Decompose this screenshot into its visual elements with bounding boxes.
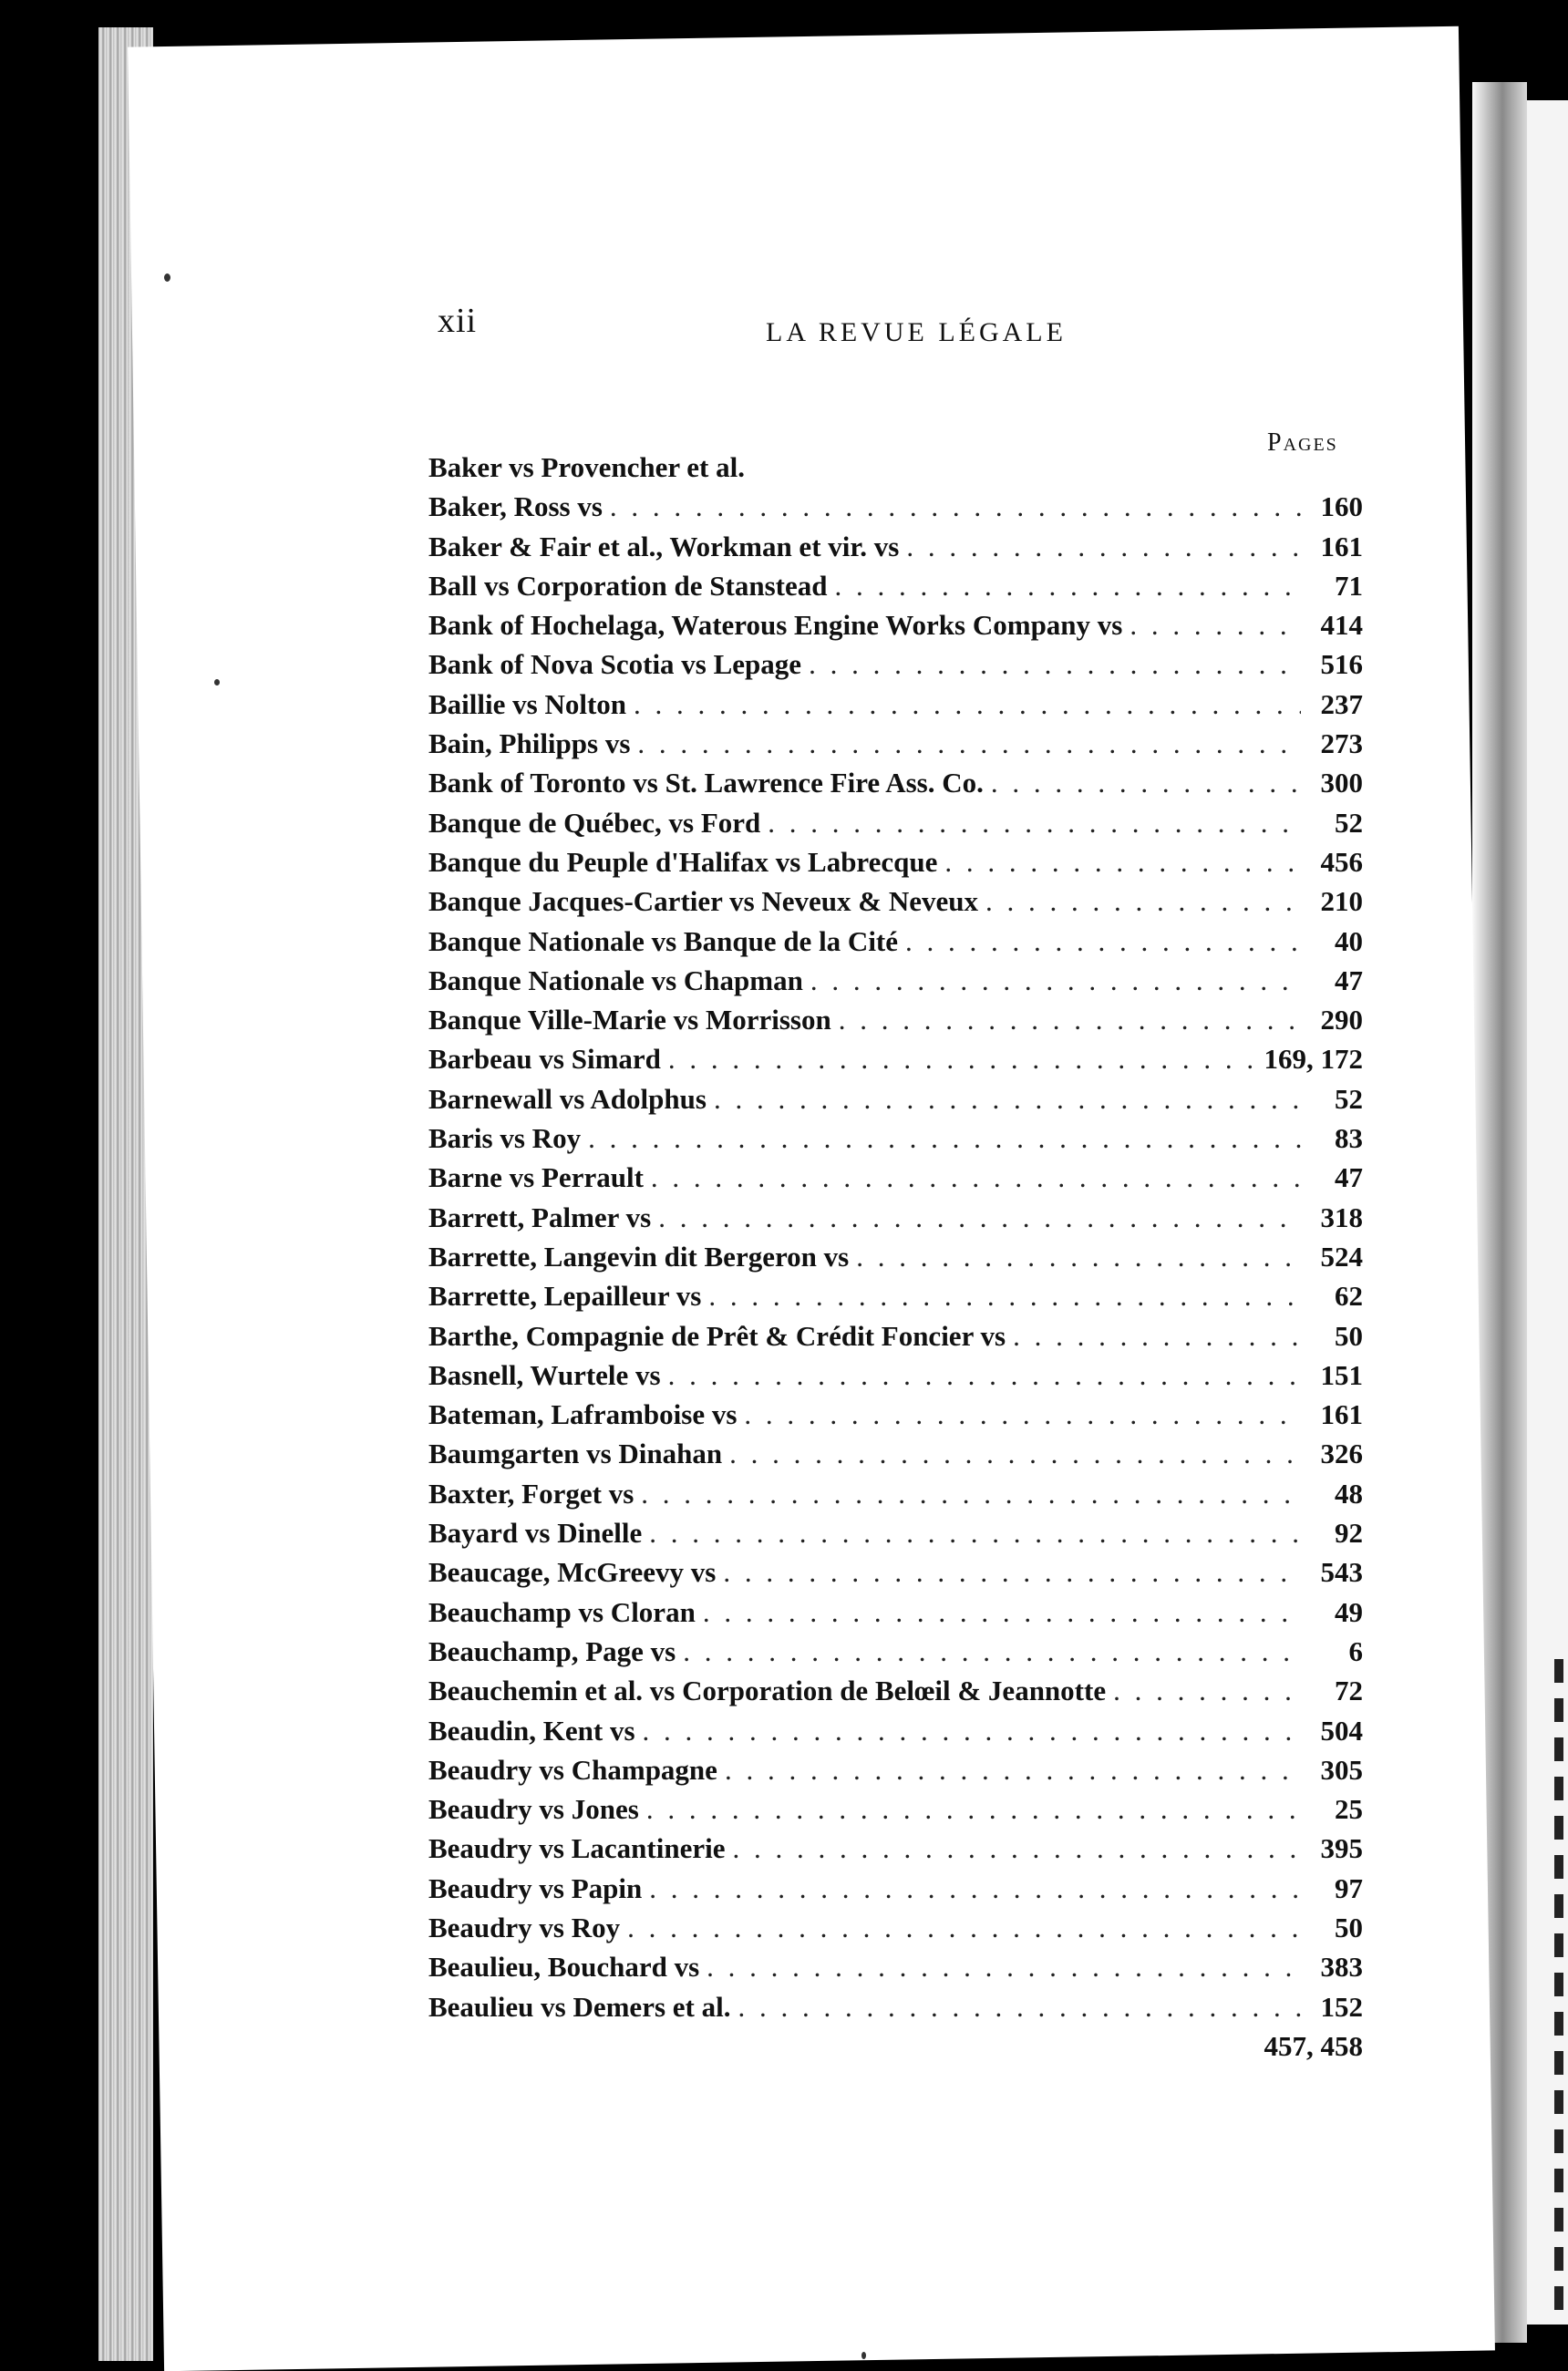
page-reference: 383 — [1320, 1951, 1363, 1984]
dot-leader — [944, 846, 1301, 879]
dust-speck — [164, 273, 170, 282]
dot-leader — [810, 964, 1301, 997]
page-reference: 210 — [1320, 885, 1363, 918]
page-reference: 71 — [1335, 569, 1363, 602]
page-reference: 47 — [1335, 964, 1363, 996]
dot-leader — [649, 1872, 1301, 1905]
index-entry — [428, 1517, 1363, 1556]
case-name: Banque de Québec, vs Ford — [428, 806, 761, 839]
index-entry — [428, 1596, 1363, 1635]
page-reference: 72 — [1335, 1675, 1363, 1707]
index-entry — [428, 1991, 1363, 2030]
dot-leader — [588, 1122, 1301, 1155]
page-reference: 524 — [1320, 1240, 1363, 1273]
dust-speck — [214, 679, 220, 686]
page-reference: 47 — [1335, 1161, 1363, 1194]
case-name: Banque Nationale vs Chapman — [428, 964, 803, 996]
index-entry — [428, 1832, 1363, 1871]
index-entry — [428, 609, 1363, 648]
dot-leader — [1013, 1320, 1301, 1353]
index-entry — [428, 1004, 1363, 1043]
page-reference: 48 — [1335, 1477, 1363, 1510]
case-name: Banque Jacques-Cartier vs Neveux & Neveux — [428, 885, 979, 918]
page-reference: 290 — [1320, 1004, 1363, 1036]
index-entry — [428, 1320, 1363, 1359]
case-name: Banque du Peuple d'Halifax vs Labrecque — [428, 845, 938, 878]
page-reference: 273 — [1320, 727, 1363, 760]
dot-leader — [725, 1754, 1301, 1787]
index-entry — [428, 688, 1363, 727]
case-name: Barthe, Compagnie de Prêt & Crédit Foncier vs — [428, 1319, 1006, 1352]
page-number: xii — [438, 302, 478, 340]
case-name: Beaulieu, Bouchard vs — [428, 1951, 700, 1984]
case-name: Ball vs Corporation de Stanstead — [428, 569, 828, 602]
page-reference: 62 — [1335, 1280, 1363, 1313]
page-reference: 318 — [1320, 1201, 1363, 1233]
index-entry — [428, 925, 1363, 964]
index-entry — [428, 964, 1363, 1004]
index-entry — [428, 490, 1363, 530]
index-entry — [428, 1872, 1363, 1912]
case-name: Beaudry vs Roy — [428, 1911, 621, 1943]
page-reference: 504 — [1320, 1714, 1363, 1747]
index-entry — [428, 531, 1363, 570]
index-entry — [428, 1201, 1363, 1241]
case-name: Beauchemin et al. vs Corporation de Belœil & Jeannotte — [428, 1675, 1107, 1707]
index-entry — [428, 1793, 1363, 1832]
dot-leader — [906, 531, 1301, 563]
page-reference: 97 — [1335, 1871, 1363, 1904]
page-reference: 300 — [1320, 767, 1363, 799]
case-name: Barne vs Perrault — [428, 1161, 644, 1194]
page-reference: 50 — [1335, 1911, 1363, 1943]
dot-leader — [856, 1241, 1301, 1273]
index-entry — [428, 767, 1363, 806]
case-name: Baker vs Provencher et al. — [428, 451, 745, 483]
page-reference: 25 — [1335, 1793, 1363, 1826]
dot-leader — [738, 1991, 1301, 2024]
page-reference: 160 — [1320, 490, 1363, 523]
page-header — [292, 301, 1367, 356]
case-name: Bank of Nova Scotia vs Lepage — [428, 648, 802, 681]
case-name: Beaudry vs Papin — [428, 1871, 643, 1904]
page-reference: 161 — [1320, 530, 1363, 562]
case-name: Baxter, Forget vs — [428, 1477, 634, 1510]
page-reference: 395 — [1320, 1832, 1363, 1865]
index-entry — [428, 1675, 1363, 1714]
index-entry — [428, 648, 1363, 687]
index-entry — [428, 1280, 1363, 1319]
page-reference: 52 — [1335, 806, 1363, 839]
dot-leader — [723, 1556, 1301, 1589]
case-name: Baker & Fair et al., Workman et vir. vs — [428, 530, 900, 562]
case-name: Beaudry vs Champagne — [428, 1753, 717, 1786]
page-reference: 151 — [1320, 1358, 1363, 1391]
index-entry — [428, 1398, 1363, 1438]
page-reference: 49 — [1335, 1595, 1363, 1628]
dot-leader — [729, 1438, 1301, 1470]
page-reference: 305 — [1320, 1753, 1363, 1786]
index-entry — [428, 451, 1363, 490]
dot-leader — [991, 767, 1301, 799]
case-name: Baumgarten vs Dinahan — [428, 1438, 723, 1470]
dot-leader — [708, 1280, 1301, 1313]
dot-leader — [668, 1359, 1301, 1392]
dot-leader — [768, 807, 1301, 840]
page-reference: 457, 458 — [1264, 2029, 1363, 2062]
page-reference: 6 — [1348, 1634, 1363, 1667]
index-entry — [428, 1359, 1363, 1398]
index-entry — [428, 1043, 1363, 1082]
dot-leader — [637, 727, 1301, 760]
index-entry — [428, 1715, 1363, 1754]
case-name: Banque Nationale vs Banque de la Cité — [428, 924, 899, 957]
case-name: Barrette, Lepailleur vs — [428, 1280, 702, 1313]
index-entry — [428, 1754, 1363, 1793]
case-name: Barbeau vs Simard — [428, 1043, 661, 1076]
dot-leader — [668, 1043, 1257, 1076]
dot-leader — [707, 1951, 1301, 1984]
dot-leader — [634, 688, 1301, 721]
case-name: Barrette, Langevin dit Bergeron vs — [428, 1240, 850, 1273]
page-reference: 169, 172 — [1264, 1043, 1363, 1076]
page-reference: 543 — [1320, 1556, 1363, 1589]
case-name: Barnewall vs Adolphus — [428, 1082, 707, 1115]
dot-leader — [839, 1004, 1301, 1036]
case-name: Beaulieu vs Demers et al. — [428, 1990, 731, 2023]
case-name: Bateman, Laframboise vs — [428, 1398, 738, 1431]
case-index-list — [428, 451, 1363, 2069]
page-reference: 152 — [1320, 1990, 1363, 2023]
case-name: Basnell, Wurtele vs — [428, 1358, 661, 1391]
page-reference: 237 — [1320, 687, 1363, 720]
dot-leader — [610, 490, 1301, 523]
dot-leader — [1130, 609, 1301, 642]
index-entry — [428, 1912, 1363, 1951]
dot-leader — [714, 1083, 1301, 1116]
dot-leader — [651, 1161, 1301, 1194]
case-name: Baker, Ross vs — [428, 490, 603, 523]
index-entry — [428, 885, 1363, 924]
page-reference: 52 — [1335, 1082, 1363, 1115]
pages-column-label: Pages — [1267, 428, 1338, 457]
index-entry — [428, 1083, 1363, 1122]
case-name: Bayard vs Dinelle — [428, 1517, 643, 1550]
page-reference: 414 — [1320, 609, 1363, 642]
dot-leader — [658, 1201, 1301, 1234]
dot-leader — [733, 1832, 1302, 1865]
page-reference: 456 — [1320, 845, 1363, 878]
case-name: Banque Ville-Marie vs Morrisson — [428, 1004, 831, 1036]
dot-leader — [646, 1793, 1301, 1826]
case-name: Baris vs Roy — [428, 1122, 582, 1155]
dot-leader — [905, 925, 1301, 958]
page-reference: 92 — [1335, 1517, 1363, 1550]
page-reference: 161 — [1320, 1398, 1363, 1431]
case-name: Barrett, Palmer vs — [428, 1201, 652, 1233]
case-name: Beaudry vs Jones — [428, 1793, 639, 1826]
running-head: LA REVUE LÉGALE — [766, 317, 1067, 347]
index-entry — [428, 570, 1363, 609]
case-name: Bank of Hochelaga, Waterous Engine Works Company vs — [428, 609, 1123, 642]
dust-speck — [861, 2352, 866, 2359]
dot-leader — [834, 570, 1301, 603]
page-reference: 326 — [1320, 1438, 1363, 1470]
case-name: Beauchamp vs Cloran — [428, 1595, 696, 1628]
page-reference: 83 — [1335, 1122, 1363, 1155]
dot-leader — [1113, 1675, 1301, 1707]
dot-leader — [703, 1596, 1301, 1629]
index-entry — [428, 1635, 1363, 1675]
index-entry — [428, 1478, 1363, 1517]
case-name: Beaucage, McGreevy vs — [428, 1556, 717, 1589]
dot-leader — [649, 1517, 1301, 1550]
case-name: Baillie vs Nolton — [428, 687, 627, 720]
case-name: Beaudin, Kent vs — [428, 1714, 635, 1747]
dot-leader — [641, 1478, 1301, 1510]
case-name: Beauchamp, Page vs — [428, 1634, 676, 1667]
case-name: Bank of Toronto vs St. Lawrence Fire Ass. Co. — [428, 767, 984, 799]
page-reference: 516 — [1320, 648, 1363, 681]
dot-leader — [627, 1912, 1301, 1944]
index-entry — [428, 1122, 1363, 1161]
index-entry — [428, 727, 1363, 767]
dot-leader — [744, 1398, 1301, 1431]
index-entry — [428, 1161, 1363, 1201]
index-entry — [428, 807, 1363, 846]
page-reference: 40 — [1335, 924, 1363, 957]
index-entry — [428, 1556, 1363, 1595]
index-entry — [428, 1438, 1363, 1477]
dot-leader — [643, 1715, 1301, 1747]
dot-leader — [683, 1635, 1301, 1668]
index-entry — [428, 846, 1363, 885]
facing-page-text-fragments — [1554, 1659, 1568, 2325]
index-entry — [428, 2030, 1363, 2069]
index-entry — [428, 1241, 1363, 1280]
page-reference: 50 — [1335, 1319, 1363, 1352]
index-entry — [428, 1951, 1363, 1990]
dot-leader — [809, 648, 1301, 681]
dot-leader — [985, 885, 1301, 918]
case-name: Beaudry vs Lacantinerie — [428, 1832, 726, 1865]
case-name: Bain, Philipps vs — [428, 727, 631, 760]
